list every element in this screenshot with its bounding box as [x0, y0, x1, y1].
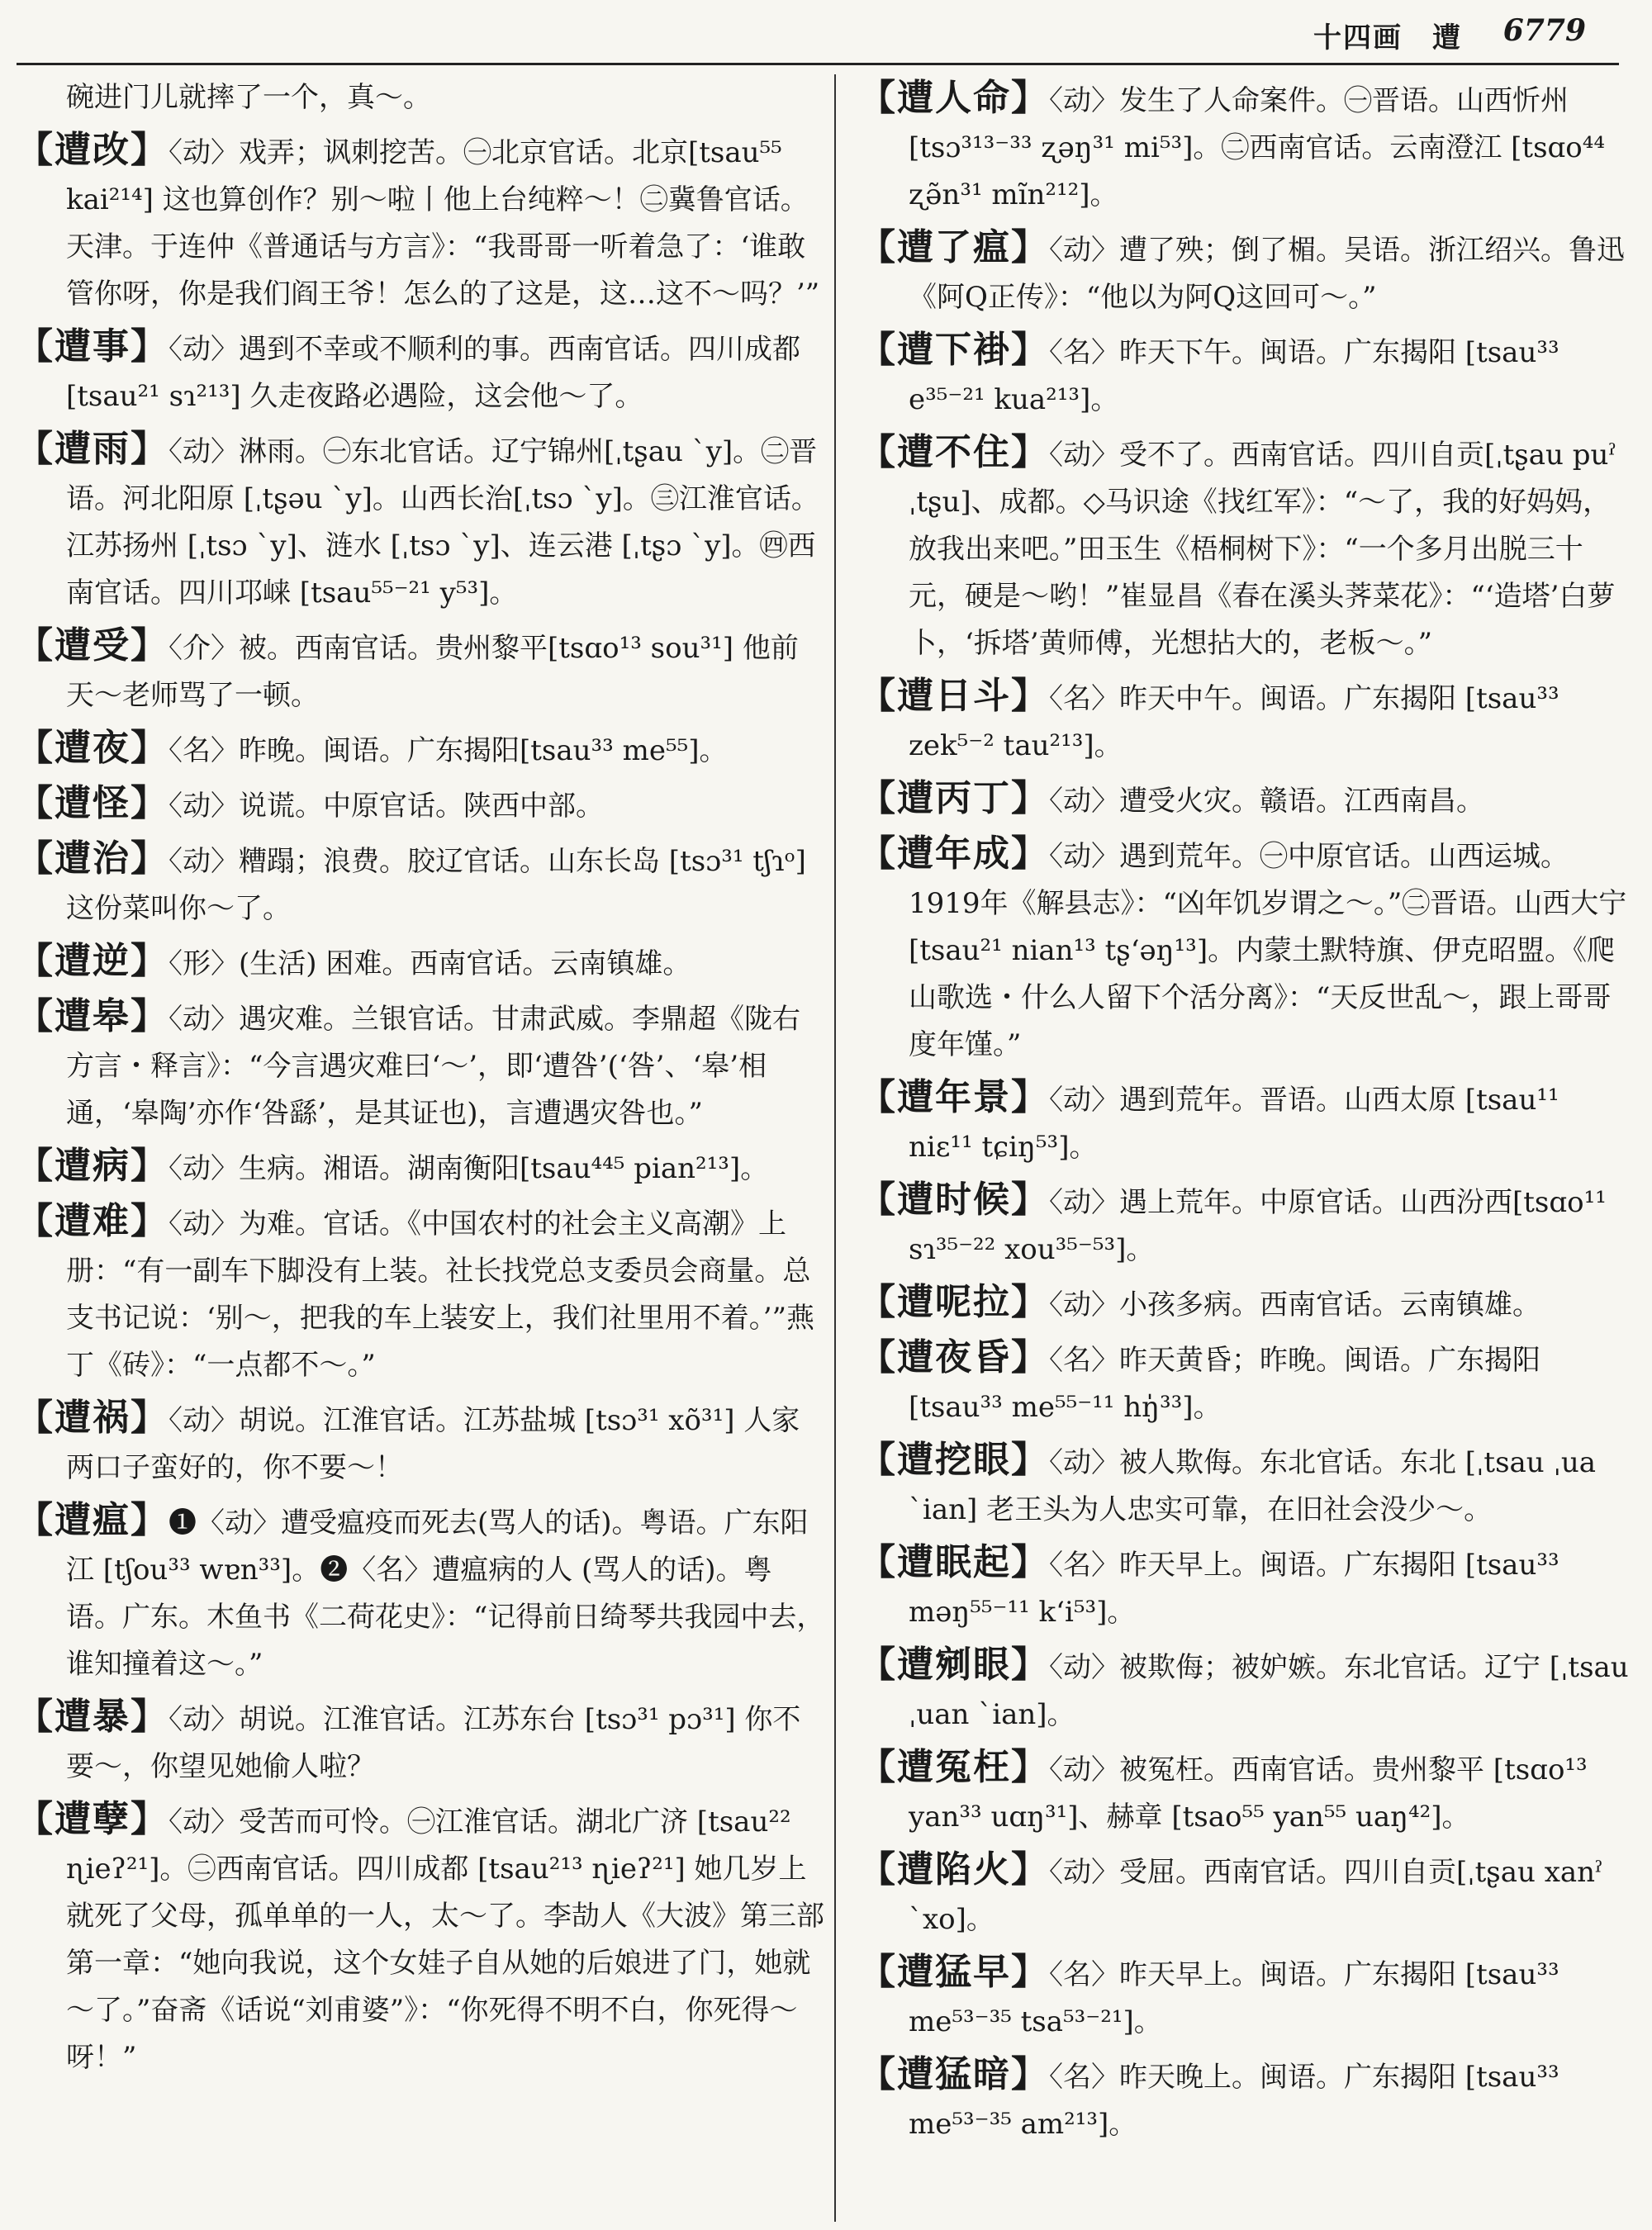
entry-text: 〈动〉生病。湘语。湖南衡阳[tsau⁴⁴⁵ pian²¹³]。: [169, 1152, 769, 1185]
entry-text: ❶〈动〉遭受瘟疫而死去(骂人的话)。粤语。广东阳江 [tʃou³³ wɐn³³]。❷〈名〉遭瘟病的人 (骂人的话)。粤语。广东。木鱼书《二荷花史》：“记得前日绮琴共我园中去，谁知撞着这～。”: [66, 1506, 825, 1681]
right-bracket: 】: [1011, 431, 1049, 473]
left-bracket: 【: [17, 428, 55, 470]
left-bracket: 【: [17, 837, 55, 880]
entry-headword: 遭猛暗: [897, 2053, 1011, 2095]
left-bracket: 【: [859, 1951, 897, 1993]
right-bracket: 】: [1011, 2053, 1049, 2095]
entry-text: 〈动〉被欺侮；被妒嫉。东北官话。辽宁 [ˌtsau ˌuan ˋian]。: [909, 1651, 1629, 1731]
dictionary-entry: [17, 622, 826, 719]
right-bracket: 】: [131, 1397, 169, 1439]
right-bracket: 】: [1011, 1951, 1049, 1993]
left-bracket: 【: [17, 1397, 55, 1439]
right-bracket: 】: [131, 940, 169, 982]
right-bracket: 】: [1011, 1076, 1049, 1118]
entry-headword: 遭呢拉: [897, 1281, 1011, 1323]
left-bracket: 【: [17, 1798, 55, 1840]
right-bracket: 】: [1011, 777, 1049, 819]
right-bracket: 】: [131, 129, 169, 171]
right-bracket: 】: [1011, 226, 1049, 268]
entry-text: 〈名〉昨天早上。闽语。广东揭阳 [tsau³³ me⁵³⁻³⁵ tsa⁵³⁻²¹]。: [909, 1958, 1559, 2038]
right-bracket: 】: [131, 1696, 169, 1738]
entry-text: 〈动〉说谎。中原官话。陕西中部。: [169, 790, 604, 823]
entry-text: 〈动〉小孩多病。西南官话。云南镇雄。: [1049, 1288, 1540, 1321]
left-column: [17, 74, 826, 2222]
dictionary-entry: [17, 835, 826, 932]
dictionary-entry: [859, 1074, 1631, 1171]
right-bracket: 】: [1011, 1541, 1049, 1583]
left-bracket: 【: [17, 782, 55, 824]
entry-text: 〈动〉淋雨。㊀东北官话。辽宁锦州[ˌtʂau ˋy]。㊁晋语。河北阳原 [ˌtʂəu ˋy]。山西长治[ˌtsɔ ˋy]。㊂江淮官话。江苏扬州 [ˌtsɔ ˋy]、涟水 [ˌtsɔ ˋy]、连云港 [ˌtʂɔ ˋy]。㊃西南官话。四川邛崃 [tsau⁵⁵⁻²¹ y⁵³]。: [66, 435, 819, 610]
right-column: [859, 74, 1631, 2222]
entry-text: 〈名〉昨天黄昏；昨晚。闽语。广东揭阳 [tsau³³ me⁵⁵⁻¹¹ hŋ̍³³]。: [909, 1344, 1540, 1424]
left-bracket: 【: [17, 129, 55, 171]
dictionary-entry: [859, 1539, 1631, 1636]
entry-text: 〈动〉遭了殃；倒了楣。吴语。浙江绍兴。鲁迅《阿Q正传》：“他以为阿Q这回可～。”: [909, 234, 1625, 314]
dictionary-entry: [859, 1641, 1631, 1739]
dictionary-entry: [859, 429, 1631, 667]
right-bracket: 】: [1011, 1439, 1049, 1481]
entry-headword: 遭孽: [55, 1798, 131, 1840]
dictionary-entry: [859, 1436, 1631, 1534]
dictionary-entry: [859, 1846, 1631, 1943]
entry-headword: 遭日斗: [897, 675, 1011, 717]
entry-headword: 遭治: [55, 837, 131, 880]
entry-text: 〈动〉糟蹋；浪费。胶辽官话。山东长岛 [tsɔ³¹ tʃɿᵒ]这份菜叫你～了。: [66, 845, 806, 925]
left-bracket: 【: [859, 2053, 897, 2095]
entry-headword: 遭冤枉: [897, 1746, 1011, 1788]
entry-headword: 遭怪: [55, 782, 131, 824]
entry-headword: 遭剜眼: [897, 1644, 1011, 1686]
left-bracket: 【: [17, 1145, 55, 1187]
dictionary-entry: [17, 126, 826, 318]
entry-text: 〈动〉遇到荒年。㊀中原官话。山西运城。1919年《解县志》：“凶年饥岁谓之～。”㊁晋语。山西大宁 [tsau²¹ nian¹³ tʂʻəŋ¹³]。内蒙土默特旗、伊克昭盟。《爬山歌选・什么人留下个活分离》：“天反世乱～，跟上哥哥度年馑。”: [909, 840, 1627, 1061]
left-bracket: 【: [17, 624, 55, 667]
entry-headword: 遭受: [55, 624, 131, 667]
left-bracket: 【: [859, 226, 897, 268]
dictionary-entry: [17, 1693, 826, 1791]
left-bracket: 【: [859, 833, 897, 875]
right-bracket: 】: [131, 325, 169, 368]
entry-text: 〈动〉受不了。西南官话。四川自贡[ˌtʂau puˀ ˌtʂu]、成都。◇马识途《找红军》：“～了，我的好妈妈，放我出来吧。”田玉生《梧桐树下》：“一个多月出脱三十元，硬是～哟！”崔显昌《春在溪头荠菜花》：“‘造塔’白萝卜，‘拆塔’黄师傅，光想拈大的，老板～。”: [909, 439, 1616, 660]
entry-text: 〈动〉胡说。江淮官话。江苏东台 [tsɔ³¹ pɔ³¹] 你不要～，你望见她偷人啦？: [66, 1703, 801, 1783]
right-bracket: 】: [131, 1200, 169, 1242]
left-bracket: 【: [859, 1746, 897, 1788]
entry-text: 〈介〉被。西南官话。贵州黎平[tsɑo¹³ sou³¹] 他前天～老师骂了一顿。: [66, 632, 799, 712]
right-bracket: 】: [131, 727, 169, 769]
right-bracket: 】: [131, 1798, 169, 1840]
left-bracket: 【: [17, 940, 55, 982]
entry-headword: 遭陷火: [897, 1848, 1011, 1891]
right-bracket: 】: [1011, 1848, 1049, 1891]
entry-text: 〈动〉遇上荒年。中原官话。山西汾西[tsɑo¹¹ sɿ³⁵⁻²² xou³⁵⁻⁵³]。: [909, 1186, 1607, 1266]
dictionary-entry: [859, 1948, 1631, 2046]
entry-headword: 遭祸: [55, 1397, 131, 1439]
right-bracket: 】: [1011, 1746, 1049, 1788]
entry-text: 碗进门儿就摔了一个，真～。: [66, 81, 431, 114]
entry-headword: 遭不住: [897, 431, 1011, 473]
right-bracket: 】: [1011, 675, 1049, 717]
entry-headword: 遭夜昏: [897, 1336, 1011, 1378]
right-bracket: 】: [1011, 329, 1049, 371]
entry-headword: 遭雨: [55, 428, 131, 470]
entry-headword: 遭难: [55, 1200, 131, 1242]
dictionary-entry: [859, 1176, 1631, 1274]
entry-headword: 遭皋: [55, 995, 131, 1037]
dictionary-entry: [17, 425, 826, 617]
entry-text: 〈动〉受苦而可怜。㊀江淮官话。湖北广济 [tsau²² ɳieʔ²¹]。㊁西南官话。四川成都 [tsau²¹³ ɳieʔ²¹] 她几岁上就死了父母，孤单单的一人，太～了。李劼人《大波》第三部第一章：“她向我说，这个女娃子自从她的后娘进了门，她就～了。”奋斋《话说“刘甫婆”》：“你死得不明不白，你死得～呀！”: [66, 1805, 824, 2074]
entry-text: 〈动〉为难。官话。《中国农村的社会主义高潮》上册：“有一副车下脚没有上装。社长找党总支委员会商量。总支书记说：‘别～，把我的车上装安上，我们社里用不着。’”燕丁《砖》：“一点都不～。”: [66, 1208, 814, 1382]
entry-headword: 遭暴: [55, 1696, 131, 1738]
dictionary-entry: [17, 1497, 826, 1688]
dictionary-entry: [859, 1744, 1631, 1841]
right-bracket: 】: [1011, 1336, 1049, 1378]
entry-text: 〈名〉昨天早上。闽语。广东揭阳 [tsau³³ məŋ⁵⁵⁻¹¹ kʻi⁵³]。: [909, 1549, 1559, 1629]
left-bracket: 【: [17, 995, 55, 1037]
dictionary-entry: [17, 937, 826, 988]
entry-text: 〈动〉胡说。江淮官话。江苏盐城 [tsɔ³¹ xõ³¹] 人家两口子蛮好的，你不要～！: [66, 1404, 800, 1484]
entry-text: 〈形〉(生活) 困难。西南官话。云南镇雄。: [169, 947, 691, 980]
left-bracket: 【: [859, 1439, 897, 1481]
dictionary-entry: [17, 323, 826, 420]
entry-headword: 遭挖眼: [897, 1439, 1011, 1481]
entry-headword: 遭逆: [55, 940, 131, 982]
right-bracket: 】: [131, 837, 169, 880]
left-bracket: 【: [859, 1281, 897, 1323]
right-bracket: 】: [131, 624, 169, 667]
left-bracket: 【: [859, 777, 897, 819]
left-bracket: 【: [859, 1644, 897, 1686]
right-bracket: 】: [131, 1499, 169, 1541]
dictionary-entry: [859, 1334, 1631, 1431]
entry-text: 〈动〉遇到荒年。晋语。山西太原 [tsau¹¹ niɛ¹¹ tɕiŋ⁵³]。: [909, 1084, 1559, 1164]
dictionary-entry: [17, 1796, 826, 2081]
left-bracket: 【: [17, 1499, 55, 1541]
entry-headword: 遭时候: [897, 1179, 1011, 1221]
entry-text: 〈动〉被人欺侮。东北官话。东北 [ˌtsau ˌua ˋian] 老王头为人忠实可靠，在旧社会没少～。: [909, 1446, 1597, 1526]
dictionary-entry: [859, 74, 1631, 219]
dictionary-entry: [859, 830, 1631, 1069]
entry-continuation: [17, 74, 826, 121]
dictionary-entry: [859, 775, 1631, 825]
entry-text: 〈名〉昨天晚上。闽语。广东揭阳 [tsau³³ me⁵³⁻³⁵ am²¹³]。: [909, 2061, 1559, 2141]
left-bracket: 【: [859, 431, 897, 473]
dictionary-entry: [859, 2051, 1631, 2148]
entry-text: 〈动〉受屈。西南官话。四川自贡[ˌtʂau xanˀ ˋxo]。: [909, 1856, 1603, 1936]
dictionary-entry: [859, 1279, 1631, 1329]
left-bracket: 【: [859, 77, 897, 119]
left-bracket: 【: [859, 1848, 897, 1891]
entry-text: 〈名〉昨天下午。闽语。广东揭阳 [tsau³³ e³⁵⁻²¹ kua²¹³]。: [909, 336, 1559, 416]
dictionary-entry: [17, 724, 826, 775]
right-bracket: 】: [1011, 1281, 1049, 1323]
left-bracket: 【: [17, 727, 55, 769]
left-bracket: 【: [859, 1179, 897, 1221]
left-bracket: 【: [859, 1336, 897, 1378]
dictionary-entry: [859, 326, 1631, 424]
right-bracket: 】: [131, 995, 169, 1037]
entry-headword: 遭下褂: [897, 329, 1011, 371]
left-bracket: 【: [859, 1541, 897, 1583]
page-header: [0, 0, 1652, 66]
entry-headword: 遭了瘟: [897, 226, 1011, 268]
right-bracket: 】: [1011, 1644, 1049, 1686]
entry-text: 〈动〉遇灾难。兰银官话。甘肃武威。李鼎超《陇右方言・释言》：“今言遇灾难曰‘～’，即‘遭咎’(‘咎’、‘皋’相通，‘皋陶’亦作‘咎繇’，是其证也)，言遭遇灾咎也。”: [66, 1003, 800, 1130]
right-bracket: 】: [1011, 1179, 1049, 1221]
entry-text: 〈动〉遇到不幸或不顺利的事。西南官话。四川成都 [tsau²¹ sɿ²¹³] 久走夜路必遇险，这会他～了。: [66, 333, 800, 413]
entry-text: 〈动〉被冤枉。西南官话。贵州黎平 [tsɑo¹³ yan³³ uɑŋ³¹]、赫章 [tsao⁵⁵ yan⁵⁵ uaŋ⁴²]。: [909, 1753, 1588, 1834]
section-title: 十四画 遭: [1313, 21, 1462, 55]
column-divider: [834, 74, 836, 2222]
dictionary-entry: [17, 1198, 826, 1389]
entry-headword: 遭人命: [897, 77, 1011, 119]
entry-headword: 遭改: [55, 129, 131, 171]
entry-headword: 遭瘟: [55, 1499, 131, 1541]
left-bracket: 【: [17, 1200, 55, 1242]
dictionary-entry: [17, 1142, 826, 1193]
dictionary-entry: [859, 224, 1631, 321]
entry-headword: 遭年景: [897, 1076, 1011, 1118]
entry-headword: 遭猛早: [897, 1951, 1011, 1993]
right-bracket: 】: [131, 1145, 169, 1187]
dictionary-entry: [17, 993, 826, 1137]
entry-text: 〈名〉昨天中午。闽语。广东揭阳 [tsau³³ zek⁵⁻² tau²¹³]。: [909, 682, 1559, 762]
left-bracket: 【: [859, 675, 897, 717]
entry-text: 〈动〉发生了人命案件。㊀晋语。山西忻州 [tsɔ³¹³⁻³³ ʐəŋ³¹ mi⁵³]。㊁西南官话。云南澄江 [tsɑo⁴⁴ ʐə̃n³¹ mĩn²¹²]。: [909, 84, 1606, 211]
entry-text: 〈动〉戏弄；讽刺挖苦。㊀北京官话。北京[tsau⁵⁵ kai²¹⁴] 这也算创作？别～啦丨他上台纯粹～！㊁冀鲁官话。天津。于连仲《普通话与方言》：“我哥哥一听着急了：‘谁敢管你呀，你是我们阎王爷！怎么的了这是，这…这不～吗？’”: [66, 136, 820, 311]
entry-headword: 遭年成: [897, 833, 1011, 875]
dictionary-entry: [17, 1394, 826, 1492]
page-number: 6779: [1502, 13, 1586, 48]
right-bracket: 】: [1011, 77, 1049, 119]
right-bracket: 】: [131, 428, 169, 470]
header-rule: [17, 63, 1619, 65]
entry-headword: 遭眠起: [897, 1541, 1011, 1583]
left-bracket: 【: [859, 329, 897, 371]
left-bracket: 【: [17, 1696, 55, 1738]
entry-headword: 遭事: [55, 325, 131, 368]
left-bracket: 【: [859, 1076, 897, 1118]
entry-text: 〈名〉昨晚。闽语。广东揭阳[tsau³³ me⁵⁵]。: [169, 734, 728, 767]
left-bracket: 【: [17, 325, 55, 368]
entry-headword: 遭夜: [55, 727, 131, 769]
entry-headword: 遭病: [55, 1145, 131, 1187]
right-bracket: 】: [1011, 833, 1049, 875]
entry-text: 〈动〉遭受火灾。赣语。江西南昌。: [1049, 785, 1484, 818]
entry-headword: 遭丙丁: [897, 777, 1011, 819]
dictionary-entry: [859, 672, 1631, 770]
right-bracket: 】: [131, 782, 169, 824]
dictionary-entry: [17, 780, 826, 830]
